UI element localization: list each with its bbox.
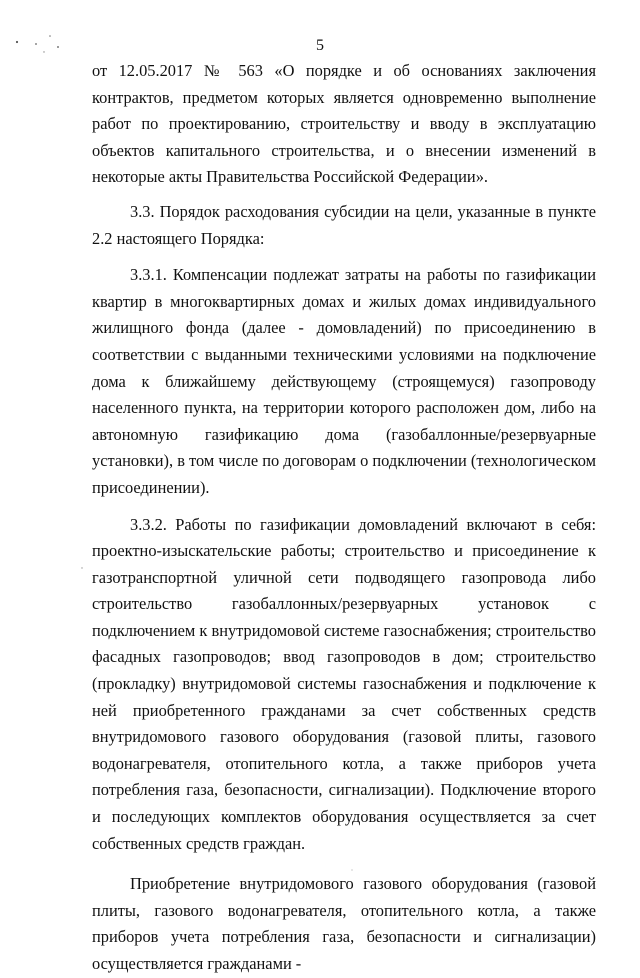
paragraph-continuation: от 12.05.2017 № 563 «О порядке и об основаниях заключения контрактов, предметом которых является одновременно выполнение работ по проектированию, строительству и вводу в эксплуатацию объектов капитального строительства, и о внесении изменений в некоторые акты Правительства Российской Федерации». [92, 61, 596, 187]
paragraph-clause-3-3-2: 3.3.2. Работы по газификации домовладений включают в себя: проектно-изыскательские работы; строительство и присоединение к газотранспортной уличной сети подводящего газопровода либо строительство газобаллонных/резервуарных установок с подключением к внутридомовой системе газоснабжения; строительство фасадных газопроводов; ввод газопроводов в дом; строительство (прокладку) внутридомовой системы газоснабжения и подключение к ней приобретенного гражданами за счет собственных средств внутридомового газового оборудования (газовой плиты, газового водонагревателя, отопительного котла, а также приборов учета потребления газа, безопасности, сигнализации). Подключение второго и последующих комплектов оборудования осуществляется за счет собственных средств граждан. [92, 514, 596, 853]
page-number: 5 [316, 37, 324, 54]
paragraph-clause-3-3-1: 3.3.1. Компенсации подлежат затраты на работы по газификации квартир в многоквартирных домах и жилых домах индивидуального жилищного фонда (далее - домовладений) по присоединению в соответствии с выданными техническими условиями на подключение дома к ближайшему действующему (строящемуся) газопроводу населенного пункта, на территории которого расположен дом, либо на автономную газификацию дома (газобаллонные/резервуарные установки), в том числе по договорам о подключении (технологическом присоединении). [92, 265, 596, 497]
paragraph-equipment-purchase: Приобретение внутридомового газового оборудования (газовой плиты, газового водонагревателя, отопительного котла, а также приборов учета потребления газа, безопасности и сигнализации) осуществляется гражданами - [92, 874, 596, 973]
paragraph-clause-3-3: 3.3. Порядок расходования субсидии на цели, указанные в пункте 2.2 настоящего Порядка: [92, 201, 596, 248]
scan-speck [81, 567, 82, 568]
body-text [92, 58, 596, 978]
